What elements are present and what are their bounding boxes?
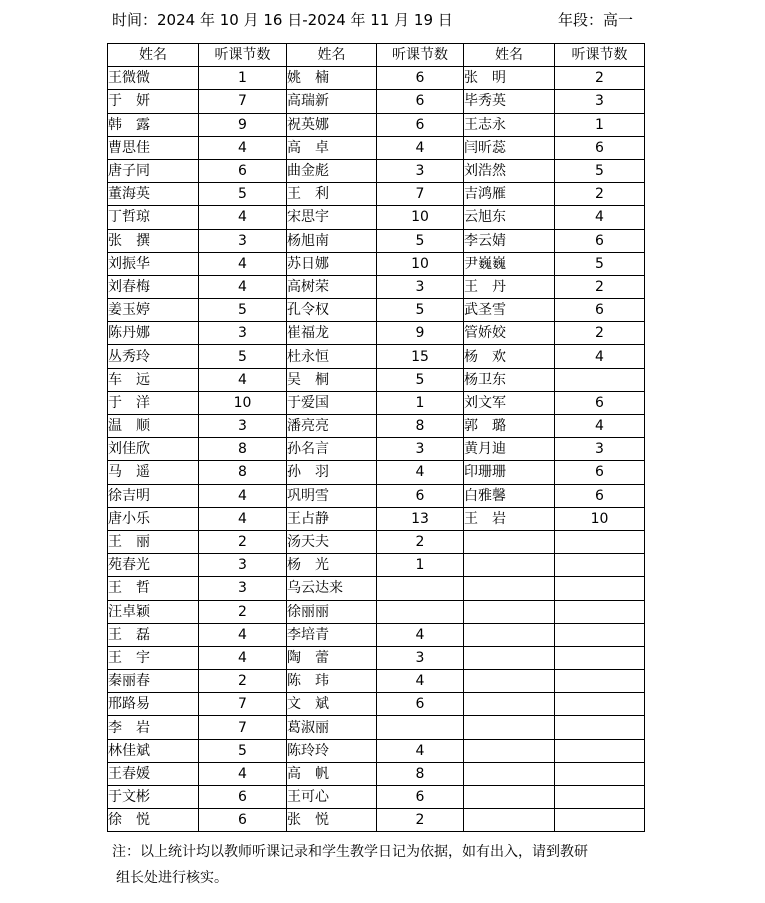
lesson-count-cell	[555, 762, 645, 785]
lesson-count-cell: 4	[377, 739, 464, 762]
teacher-name-cell: 于文彬	[108, 786, 199, 809]
lesson-count-cell: 2	[377, 530, 464, 553]
lesson-count-cell: 3	[377, 438, 464, 461]
teacher-name-cell: 王微微	[108, 67, 199, 90]
table-row	[108, 206, 645, 229]
table-row	[108, 90, 645, 113]
table-row	[108, 113, 645, 136]
table-row	[108, 275, 645, 298]
teacher-name-cell: 曹思佳	[108, 136, 199, 159]
teacher-name-cell: 秦丽春	[108, 670, 199, 693]
lesson-count-cell	[555, 786, 645, 809]
teacher-name-cell: 李云婧	[464, 229, 555, 252]
teacher-name-cell: 王 宇	[108, 646, 199, 669]
table-row	[108, 391, 645, 414]
lesson-count-cell: 3	[199, 322, 287, 345]
teacher-name-cell	[464, 646, 555, 669]
teacher-name-cell: 苏日娜	[287, 252, 377, 275]
teacher-name-cell: 林佳斌	[108, 739, 199, 762]
table-row	[108, 530, 645, 553]
teacher-name-cell: 陈丹娜	[108, 322, 199, 345]
teacher-name-cell: 马 遥	[108, 461, 199, 484]
lesson-count-cell: 6	[199, 809, 287, 832]
teacher-name-cell: 管娇姣	[464, 322, 555, 345]
lesson-count-cell: 13	[377, 507, 464, 530]
lesson-count-cell: 6	[199, 786, 287, 809]
lesson-count-cell	[555, 577, 645, 600]
lesson-count-cell	[377, 600, 464, 623]
teacher-name-cell: 孙 羽	[287, 461, 377, 484]
lesson-count-cell: 2	[555, 67, 645, 90]
lesson-count-cell: 6	[377, 786, 464, 809]
teacher-name-cell: 刘佳欣	[108, 438, 199, 461]
teacher-name-cell: 温 顺	[108, 415, 199, 438]
teacher-name-cell: 潘亮亮	[287, 415, 377, 438]
lesson-count-cell: 10	[555, 507, 645, 530]
table-row	[108, 693, 645, 716]
lesson-count-cell: 4	[377, 136, 464, 159]
header-name-1: 姓名	[108, 44, 199, 67]
lesson-count-cell: 2	[377, 809, 464, 832]
lesson-count-cell: 4	[555, 415, 645, 438]
header-count-1: 听课节数	[199, 44, 287, 67]
table-row	[108, 786, 645, 809]
lesson-count-cell: 3	[555, 438, 645, 461]
table-row	[108, 577, 645, 600]
lesson-count-cell: 3	[377, 646, 464, 669]
lesson-count-cell: 5	[377, 229, 464, 252]
lesson-count-cell: 4	[377, 461, 464, 484]
teacher-name-cell: 白雅馨	[464, 484, 555, 507]
teacher-name-cell: 王占静	[287, 507, 377, 530]
teacher-name-cell: 祝英娜	[287, 113, 377, 136]
lesson-count-cell: 5	[199, 345, 287, 368]
lesson-count-cell: 6	[377, 113, 464, 136]
teacher-name-cell: 杨旭南	[287, 229, 377, 252]
lesson-count-cell: 3	[199, 229, 287, 252]
lesson-count-cell: 4	[377, 623, 464, 646]
lesson-count-cell: 4	[199, 762, 287, 785]
lesson-count-cell	[555, 530, 645, 553]
lesson-count-cell: 15	[377, 345, 464, 368]
lesson-count-cell: 4	[555, 345, 645, 368]
teacher-name-cell: 刘振华	[108, 252, 199, 275]
lesson-count-cell: 6	[377, 90, 464, 113]
lesson-count-cell: 8	[377, 762, 464, 785]
teacher-name-cell: 王可心	[287, 786, 377, 809]
teacher-name-cell: 闫昕蕊	[464, 136, 555, 159]
lesson-count-cell: 2	[199, 670, 287, 693]
table-row	[108, 136, 645, 159]
table-row	[108, 229, 645, 252]
table-row	[108, 368, 645, 391]
teacher-name-cell: 徐吉明	[108, 484, 199, 507]
lesson-count-cell: 4	[199, 484, 287, 507]
teacher-name-cell: 吴 桐	[287, 368, 377, 391]
teacher-name-cell: 丛秀玲	[108, 345, 199, 368]
teacher-name-cell	[464, 600, 555, 623]
teacher-name-cell: 汤天夫	[287, 530, 377, 553]
table-row	[108, 739, 645, 762]
teacher-name-cell: 丁哲琼	[108, 206, 199, 229]
teacher-name-cell: 刘文军	[464, 391, 555, 414]
footnote	[112, 839, 672, 891]
lesson-count-cell: 3	[199, 415, 287, 438]
lesson-count-cell: 4	[199, 646, 287, 669]
teacher-name-cell	[464, 623, 555, 646]
table-row	[108, 623, 645, 646]
teacher-name-cell: 邢路易	[108, 693, 199, 716]
lesson-count-cell	[555, 368, 645, 391]
lesson-count-cell: 6	[199, 159, 287, 182]
teacher-name-cell: 陈玲玲	[287, 739, 377, 762]
table-row	[108, 600, 645, 623]
table-row	[108, 554, 645, 577]
lesson-count-cell: 7	[199, 716, 287, 739]
teacher-name-cell: 王春媛	[108, 762, 199, 785]
teacher-name-cell: 张 撰	[108, 229, 199, 252]
lesson-count-cell: 8	[199, 461, 287, 484]
teacher-name-cell: 郭 璐	[464, 415, 555, 438]
lesson-count-cell: 1	[199, 67, 287, 90]
lesson-count-cell: 2	[555, 183, 645, 206]
teacher-name-cell	[464, 809, 555, 832]
teacher-name-cell: 孙名言	[287, 438, 377, 461]
teacher-name-cell: 汪卓颖	[108, 600, 199, 623]
table-row	[108, 299, 645, 322]
header-count-2: 听课节数	[377, 44, 464, 67]
lesson-count-cell: 4	[199, 368, 287, 391]
lesson-count-cell: 1	[377, 391, 464, 414]
teacher-name-cell: 姜玉婷	[108, 299, 199, 322]
teacher-name-cell: 刘浩然	[464, 159, 555, 182]
lesson-count-cell: 4	[199, 252, 287, 275]
table-row	[108, 415, 645, 438]
table-row	[108, 716, 645, 739]
lesson-count-cell	[555, 693, 645, 716]
lesson-count-cell: 10	[377, 206, 464, 229]
lesson-count-cell	[555, 670, 645, 693]
lesson-count-cell: 6	[555, 461, 645, 484]
teacher-name-cell	[464, 716, 555, 739]
teacher-name-cell: 孔令权	[287, 299, 377, 322]
teacher-name-cell: 姚 楠	[287, 67, 377, 90]
table-row	[108, 646, 645, 669]
header-name-2: 姓名	[287, 44, 377, 67]
lesson-count-cell	[377, 716, 464, 739]
teacher-name-cell: 王 哲	[108, 577, 199, 600]
lesson-count-cell: 2	[555, 322, 645, 345]
lesson-count-cell: 5	[555, 252, 645, 275]
teacher-name-cell: 印珊珊	[464, 461, 555, 484]
table-row	[108, 670, 645, 693]
lesson-count-cell	[555, 716, 645, 739]
table-row	[108, 438, 645, 461]
teacher-name-cell: 尹巍巍	[464, 252, 555, 275]
teacher-name-cell: 车 远	[108, 368, 199, 391]
teacher-name-cell: 王 丽	[108, 530, 199, 553]
lesson-count-cell: 6	[555, 136, 645, 159]
footnote-line-2: 组长处进行核实。	[116, 870, 228, 886]
lesson-count-cell: 5	[377, 368, 464, 391]
lesson-count-cell: 6	[377, 67, 464, 90]
teacher-name-cell: 李 岩	[108, 716, 199, 739]
grade-label: 年段：高一	[558, 11, 634, 29]
lesson-count-cell	[555, 600, 645, 623]
table-row	[108, 484, 645, 507]
lesson-count-cell: 4	[199, 136, 287, 159]
lesson-count-cell: 6	[377, 484, 464, 507]
teacher-name-cell: 王 丹	[464, 275, 555, 298]
lesson-count-cell: 3	[377, 275, 464, 298]
lesson-count-cell: 5	[555, 159, 645, 182]
teacher-name-cell	[464, 739, 555, 762]
table-row	[108, 809, 645, 832]
lesson-count-cell: 3	[199, 554, 287, 577]
teacher-name-cell: 于 洋	[108, 391, 199, 414]
teacher-name-cell: 张 明	[464, 67, 555, 90]
teacher-name-cell: 高 帆	[287, 762, 377, 785]
table-header-row	[108, 44, 645, 67]
lesson-count-cell: 2	[199, 530, 287, 553]
teacher-name-cell: 董海英	[108, 183, 199, 206]
table-row	[108, 345, 645, 368]
teacher-name-cell: 于 妍	[108, 90, 199, 113]
lesson-count-cell: 10	[377, 252, 464, 275]
table-row	[108, 67, 645, 90]
teacher-name-cell: 刘春梅	[108, 275, 199, 298]
table-row	[108, 159, 645, 182]
teacher-name-cell: 杨 光	[287, 554, 377, 577]
table-row	[108, 322, 645, 345]
teacher-name-cell: 杨卫东	[464, 368, 555, 391]
teacher-name-cell: 崔福龙	[287, 322, 377, 345]
table-row	[108, 461, 645, 484]
lesson-count-cell: 6	[555, 229, 645, 252]
lesson-count-cell: 7	[377, 183, 464, 206]
table-row	[108, 507, 645, 530]
lesson-count-cell: 5	[377, 299, 464, 322]
lesson-count-cell	[377, 577, 464, 600]
header-count-3: 听课节数	[555, 44, 645, 67]
teacher-name-cell: 于爱国	[287, 391, 377, 414]
time-range: 时间：2024 年 10 月 16 日-2024 年 11 月 19 日	[112, 11, 453, 29]
lesson-count-cell: 4	[199, 206, 287, 229]
lesson-count-cell: 4	[199, 623, 287, 646]
footnote-line-1: 注：以上统计均以教师听课记录和学生教学日记为依据，如有出入，请到教研	[112, 844, 588, 860]
lesson-count-cell: 2	[555, 275, 645, 298]
lesson-count-cell: 4	[199, 275, 287, 298]
teacher-name-cell: 李培青	[287, 623, 377, 646]
teacher-name-cell: 高 卓	[287, 136, 377, 159]
teacher-name-cell: 唐小乐	[108, 507, 199, 530]
lesson-count-cell: 4	[377, 670, 464, 693]
teacher-name-cell: 王 利	[287, 183, 377, 206]
teacher-name-cell: 高树荣	[287, 275, 377, 298]
lesson-count-cell: 4	[555, 206, 645, 229]
teacher-name-cell: 文 斌	[287, 693, 377, 716]
table-row	[108, 252, 645, 275]
lesson-count-cell: 6	[555, 391, 645, 414]
teacher-name-cell: 王志永	[464, 113, 555, 136]
teacher-name-cell	[464, 762, 555, 785]
lesson-count-cell: 8	[199, 438, 287, 461]
table-row	[108, 183, 645, 206]
lesson-count-cell: 1	[555, 113, 645, 136]
lesson-count-cell: 3	[199, 577, 287, 600]
teacher-name-cell: 徐丽丽	[287, 600, 377, 623]
teacher-name-cell: 韩 露	[108, 113, 199, 136]
lesson-count-cell: 9	[199, 113, 287, 136]
lesson-count-cell: 2	[199, 600, 287, 623]
teacher-name-cell	[464, 670, 555, 693]
lesson-count-cell	[555, 554, 645, 577]
lesson-count-cell	[555, 646, 645, 669]
teacher-name-cell: 张 悦	[287, 809, 377, 832]
lesson-count-cell: 5	[199, 739, 287, 762]
teacher-name-cell: 乌云达来	[287, 577, 377, 600]
teacher-name-cell: 杨 欢	[464, 345, 555, 368]
table-row	[108, 762, 645, 785]
teacher-name-cell: 高瑞新	[287, 90, 377, 113]
teacher-name-cell	[464, 693, 555, 716]
teacher-name-cell: 陶 蕾	[287, 646, 377, 669]
teacher-name-cell: 宋思宇	[287, 206, 377, 229]
teacher-name-cell: 王 岩	[464, 507, 555, 530]
teacher-name-cell: 王 磊	[108, 623, 199, 646]
teacher-name-cell: 吉鸿雁	[464, 183, 555, 206]
lesson-count-cell: 5	[199, 183, 287, 206]
teacher-name-cell: 毕秀英	[464, 90, 555, 113]
teacher-name-cell: 曲金彪	[287, 159, 377, 182]
lesson-count-cell: 7	[199, 90, 287, 113]
teacher-name-cell: 葛淑丽	[287, 716, 377, 739]
lesson-count-cell: 3	[555, 90, 645, 113]
teacher-name-cell: 杜永恒	[287, 345, 377, 368]
lesson-count-cell: 6	[555, 299, 645, 322]
lesson-count-cell: 10	[199, 391, 287, 414]
lesson-count-cell: 9	[377, 322, 464, 345]
lesson-count-cell: 5	[199, 299, 287, 322]
lesson-count-cell: 7	[199, 693, 287, 716]
lesson-count-cell: 6	[377, 693, 464, 716]
table-body	[108, 67, 645, 832]
lesson-count-cell: 3	[377, 159, 464, 182]
teacher-name-cell	[464, 786, 555, 809]
teacher-name-cell: 云旭东	[464, 206, 555, 229]
teacher-name-cell	[464, 530, 555, 553]
teacher-name-cell: 苑春光	[108, 554, 199, 577]
teacher-name-cell	[464, 577, 555, 600]
teacher-name-cell: 黄月迪	[464, 438, 555, 461]
teacher-name-cell: 徐 悦	[108, 809, 199, 832]
teacher-name-cell: 唐子同	[108, 159, 199, 182]
lesson-count-cell: 6	[555, 484, 645, 507]
teacher-name-cell: 陈 玮	[287, 670, 377, 693]
teacher-name-cell	[464, 554, 555, 577]
lesson-count-cell	[555, 739, 645, 762]
lesson-count-cell: 1	[377, 554, 464, 577]
teacher-name-cell: 巩明雪	[287, 484, 377, 507]
lesson-count-cell: 8	[377, 415, 464, 438]
lesson-count-cell	[555, 623, 645, 646]
teacher-name-cell: 武圣雪	[464, 299, 555, 322]
lesson-count-cell: 4	[199, 507, 287, 530]
header-name-3: 姓名	[464, 44, 555, 67]
lesson-count-cell	[555, 809, 645, 832]
attendance-table	[107, 43, 645, 832]
